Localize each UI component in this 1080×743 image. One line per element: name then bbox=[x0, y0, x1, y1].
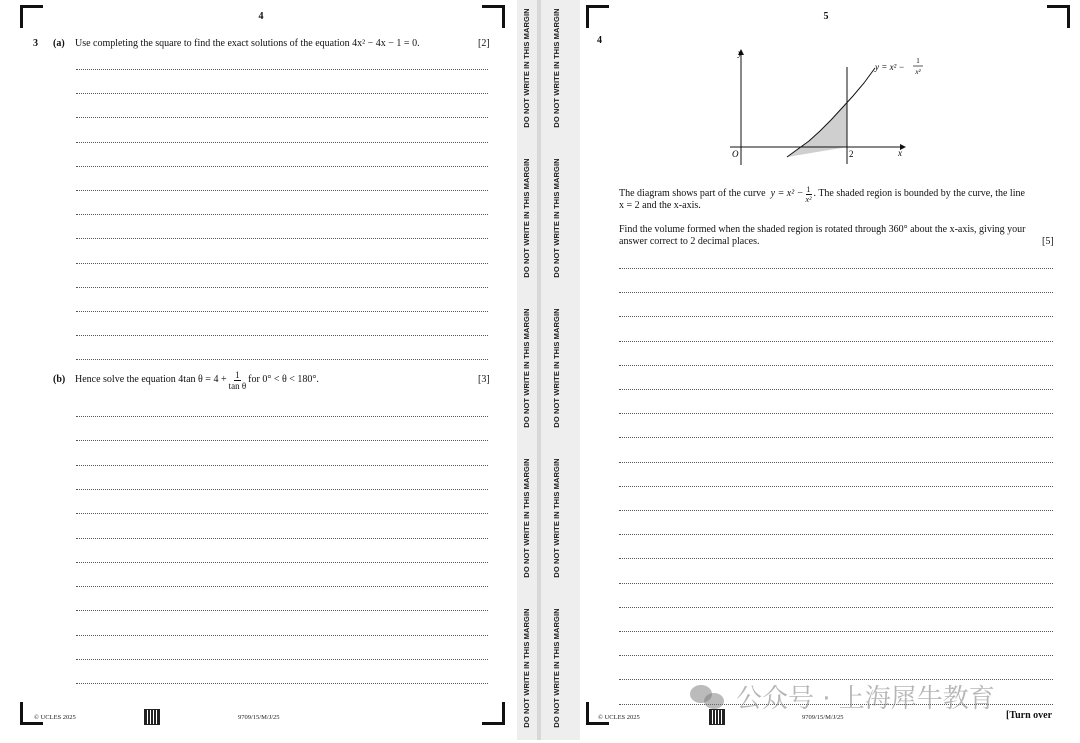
copyright-footer: © UCLES 2025 bbox=[34, 714, 76, 721]
margin-warning-label: DO NOT WRITE IN THIS MARGIN bbox=[522, 158, 531, 278]
answer-line bbox=[76, 117, 488, 118]
question-3a-text: Use completing the square to find the exact solutions of the equation 4x² − 4x − 1 = 0. bbox=[75, 38, 420, 49]
exam-page-right bbox=[580, 0, 1080, 740]
part-label-b: (b) bbox=[53, 374, 66, 385]
paper-code: 9709/15/M/J/25 bbox=[802, 714, 844, 721]
margin-warning-label: DO NOT WRITE IN THIS MARGIN bbox=[552, 608, 561, 728]
answer-line bbox=[76, 465, 488, 466]
curve-equation: y = x² − bbox=[770, 188, 804, 199]
answer-line bbox=[619, 534, 1053, 535]
answer-line bbox=[76, 416, 488, 417]
answer-line bbox=[76, 311, 488, 312]
fraction-denominator: x² bbox=[805, 194, 812, 204]
intro-text: The diagram shows part of the curve bbox=[619, 188, 766, 199]
answer-line bbox=[619, 389, 1053, 390]
fraction-denominator: tan θ bbox=[228, 380, 247, 391]
answer-line bbox=[76, 683, 488, 684]
answer-line bbox=[76, 335, 488, 336]
answer-line bbox=[76, 659, 488, 660]
answer-line bbox=[76, 586, 488, 587]
x-tick-label: 2 bbox=[849, 149, 854, 159]
margin-warning-label: DO NOT WRITE IN THIS MARGIN bbox=[522, 458, 531, 578]
curve-diagram bbox=[720, 40, 920, 165]
curve-label-numerator: 1 bbox=[916, 57, 920, 65]
margin-warning-label: DO NOT WRITE IN THIS MARGIN bbox=[552, 308, 561, 428]
question-number: 3 bbox=[33, 38, 38, 49]
answer-line bbox=[619, 365, 1053, 366]
question-4-task-line1: Find the volume formed when the shaded region is rotated through 360° about the x-axis, giving your bbox=[619, 224, 1026, 235]
answer-line bbox=[619, 583, 1053, 584]
question-number: 4 bbox=[597, 35, 602, 46]
answer-line bbox=[76, 489, 488, 490]
question-4-task-line2: answer correct to 2 decimal places. bbox=[619, 236, 760, 247]
paper-code: 9709/15/M/J/25 bbox=[238, 714, 280, 721]
answer-line bbox=[619, 437, 1053, 438]
answer-line bbox=[619, 268, 1053, 269]
answer-line bbox=[76, 287, 488, 288]
curve-equation-label: y = x² − bbox=[875, 62, 905, 72]
answer-line bbox=[76, 142, 488, 143]
origin-label: O bbox=[732, 149, 739, 159]
answer-line bbox=[76, 93, 488, 94]
fraction bbox=[806, 185, 812, 204]
marks-3b: [3] bbox=[478, 374, 490, 385]
curve-label-denominator: x² bbox=[915, 68, 921, 76]
margin-warning-label: DO NOT WRITE IN THIS MARGIN bbox=[552, 158, 561, 278]
range-text: for 0° < θ < 180°. bbox=[248, 374, 319, 385]
answer-line bbox=[619, 655, 1053, 656]
marks-3a: [2] bbox=[478, 38, 490, 49]
page-number: 4 bbox=[258, 11, 264, 22]
answer-line bbox=[619, 341, 1053, 342]
answer-line bbox=[76, 538, 488, 539]
answer-line bbox=[619, 316, 1053, 317]
x-axis-label: x bbox=[898, 148, 902, 158]
answer-line bbox=[76, 263, 488, 264]
fraction bbox=[229, 370, 247, 391]
answer-line bbox=[76, 513, 488, 514]
answer-line bbox=[76, 238, 488, 239]
watermark bbox=[690, 678, 995, 714]
corner-mark bbox=[482, 702, 505, 725]
answer-line bbox=[76, 190, 488, 191]
answer-line bbox=[619, 462, 1053, 463]
intro-text-cont: . The shaded region is bounded by the curve, the line bbox=[813, 188, 1025, 199]
answer-line bbox=[619, 558, 1053, 559]
answer-line bbox=[76, 440, 488, 441]
answer-line bbox=[76, 359, 488, 360]
answer-line bbox=[76, 214, 488, 215]
wechat-logo-icon bbox=[690, 681, 728, 711]
corner-mark bbox=[482, 5, 505, 28]
barcode-icon bbox=[145, 710, 159, 724]
watermark-text: 公众号 · 上海犀牛教育 bbox=[736, 683, 995, 714]
answer-line bbox=[619, 486, 1053, 487]
y-axis-label: y bbox=[738, 48, 742, 58]
fraction-numerator: 1 bbox=[235, 369, 240, 380]
equation-text: Hence solve the equation 4tan θ = 4 + bbox=[75, 374, 227, 385]
margin-warning-label: DO NOT WRITE IN THIS MARGIN bbox=[522, 8, 531, 128]
corner-mark bbox=[20, 5, 43, 28]
shaded-region bbox=[787, 102, 847, 157]
margin-warning-label: DO NOT WRITE IN THIS MARGIN bbox=[522, 608, 531, 728]
turn-over-label: [Turn over bbox=[1006, 710, 1053, 721]
answer-line bbox=[76, 562, 488, 563]
answer-line bbox=[619, 292, 1053, 293]
answer-line bbox=[76, 635, 488, 636]
corner-mark bbox=[1047, 5, 1070, 28]
copyright-footer: © UCLES 2025 bbox=[598, 714, 640, 721]
marks-4: [5] bbox=[1042, 236, 1054, 247]
exam-page-left bbox=[0, 0, 517, 740]
answer-line bbox=[76, 166, 488, 167]
page-number: 5 bbox=[823, 11, 829, 22]
question-4-intro-line2: x = 2 and the x-axis. bbox=[619, 200, 701, 211]
part-label-a: (a) bbox=[53, 38, 65, 49]
answer-line bbox=[619, 631, 1053, 632]
fraction-numerator: 1 bbox=[806, 184, 811, 194]
answer-line bbox=[619, 607, 1053, 608]
answer-line bbox=[76, 610, 488, 611]
answer-line bbox=[619, 510, 1053, 511]
margin-warning-label: DO NOT WRITE IN THIS MARGIN bbox=[522, 308, 531, 428]
margin-warning-label: DO NOT WRITE IN THIS MARGIN bbox=[552, 458, 561, 578]
margin-warning-label: DO NOT WRITE IN THIS MARGIN bbox=[552, 8, 561, 128]
corner-mark bbox=[586, 5, 609, 28]
question-3b-text bbox=[75, 368, 475, 392]
answer-line bbox=[619, 413, 1053, 414]
answer-line bbox=[76, 69, 488, 70]
